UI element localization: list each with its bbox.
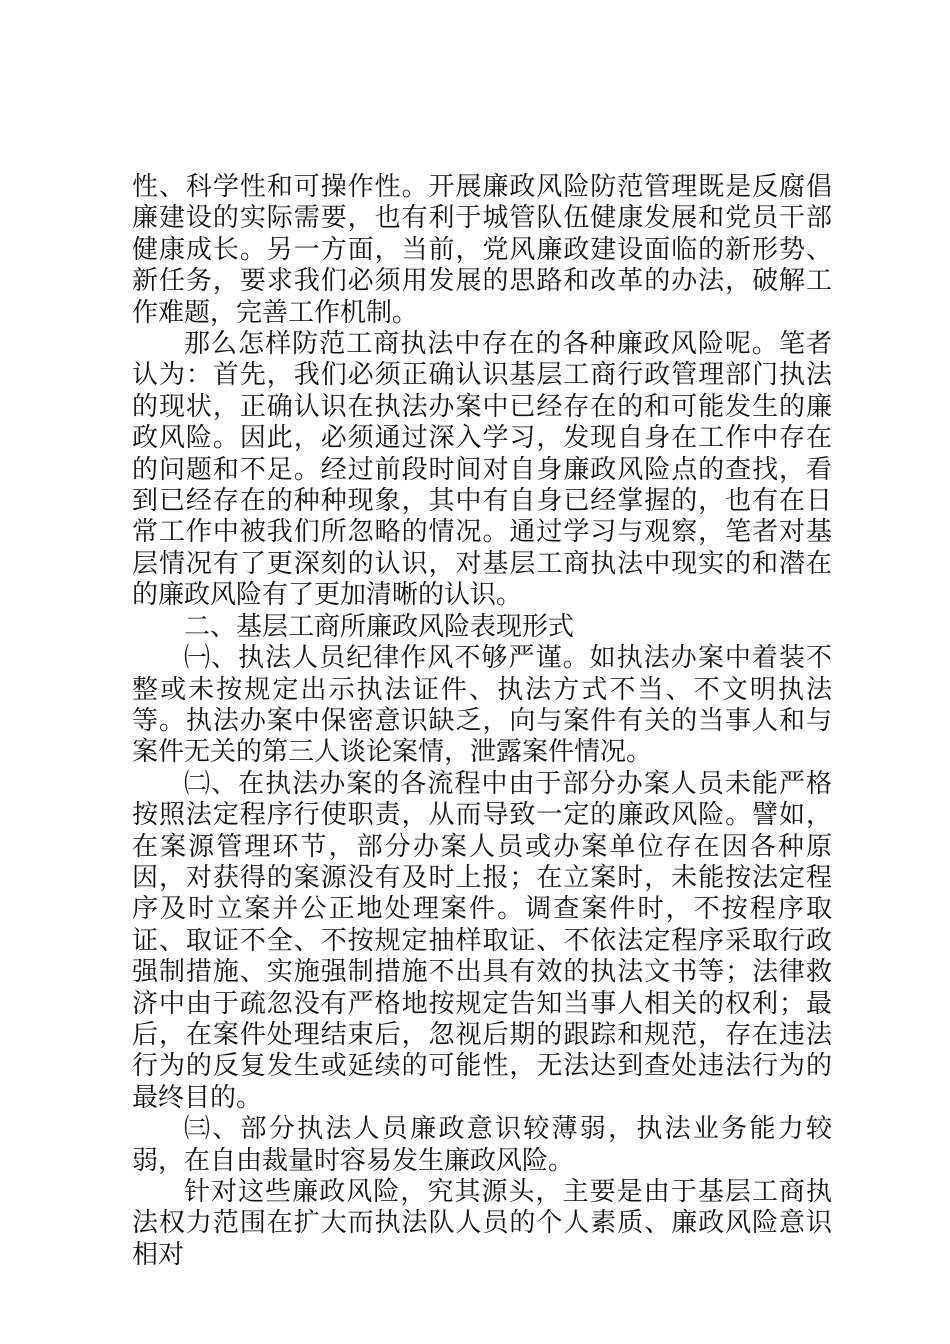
paragraph-item-2-procedure: ㈡、在执法办案的各流程中由于部分办案人员未能严格按照法定程序行使职责，从而导致一定的廉政风险。譬如，在案源管理环节，部分办案人员或办案单位存在因各种原因，对获得的案源没有及时上报；在立案时，未能按法定程序及时立案并公正地处理案件。调查案件时，不按程序取证、取证不全、不按规定抽样取证、不依法定程序采取行政强制措施、实施强制措施不出具有效的执法文书等；法律救济中由于疏忽没有严格地按规定告知当事人相关的权利；最后，在案件处理结束后，忽视后期的跟踪和规范，存在违法行为的反复发生或延续的可能性，无法达到查处违法行为的最终目的。 [132, 768, 832, 1113]
paragraph-continuation: 性、科学性和可操作性。开展廉政风险防范管理既是反腐倡廉建设的实际需要，也有利于城管队伍健康发展和党员干部健康成长。另一方面，当前，党风廉政建设面临的新形势、新任务，要求我们必须用发展的思路和改革的办法，破解工作难题，完善工作机制。 [132, 172, 832, 328]
paragraph-item-3-awareness: ㈢、部分执法人员廉政意识较薄弱，执法业务能力较弱，在自由裁量时容易发生廉政风险。 [132, 1114, 832, 1176]
section-heading-risk-forms: 二、基层工商所廉政风险表现形式 [184, 611, 575, 642]
paragraph-root-cause: 针对这些廉政风险，究其源头，主要是由于基层工商执法权力范围在扩大而执法队人员的个人素质、廉政风险意识相对 [132, 1177, 832, 1270]
document-body [132, 172, 832, 1271]
paragraph-prevention-approach: 那么怎样防范工商执法中存在的各种廉政风险呢。笔者认为：首先，我们必须正确认识基层工商行政管理部门执法的现状，正确认识在执法办案中已经存在的和可能发生的廉政风险。因此，必须通过深入学习，发现自身在工作中存在的问题和不足。经过前段时间对自身廉政风险点的查找，看到已经存在的种种现象，其中有自身已经掌握的，也有在日常工作中被我们所忽略的情况。通过学习与观察，笔者对基层情况有了更深刻的认识，对基层工商执法中现实的和潜在的廉政风险有了更加清晰的认识。 [132, 329, 832, 611]
paragraph-item-1-discipline: ㈠、执法人员纪律作风不够严谨。如执法办案中着装不整或未按规定出示执法证件、执法方式不当、不文明执法等。执法办案中保密意识缺乏，向与案件有关的当事人和与案件无关的第三人谈论案情，泄露案件情况。 [132, 643, 832, 768]
